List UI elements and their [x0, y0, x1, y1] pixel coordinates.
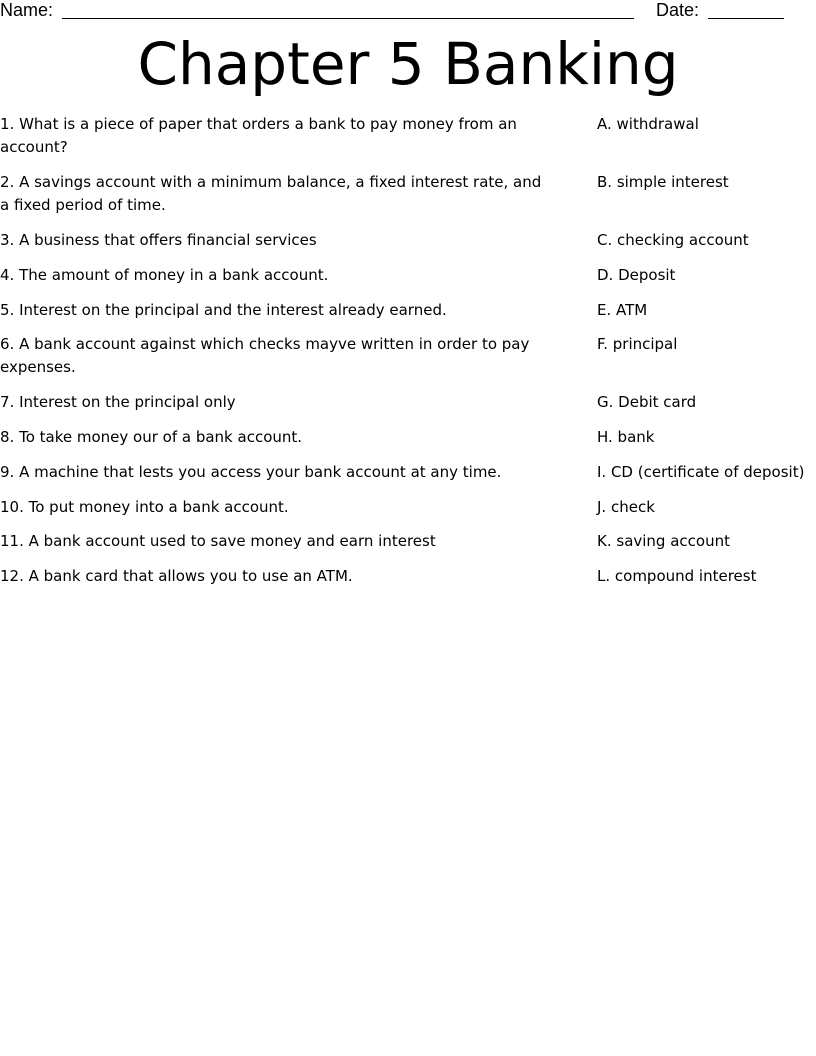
question-item: 9. A machine that lests you access your bank account at any time. [0, 463, 502, 481]
answer-item: I. CD (certificate of deposit) [597, 463, 805, 481]
question-item: 3. A business that offers financial services [0, 231, 317, 249]
answer-item: L. compound interest [597, 567, 757, 585]
answer-item: E. ATM [597, 301, 648, 319]
answer-item: A. withdrawal [597, 115, 699, 133]
question-item: 8. To take money our of a bank account. [0, 428, 303, 446]
answer-item: F. principal [597, 335, 678, 353]
answer-item: K. saving account [597, 532, 730, 550]
question-item: 1. What is a piece of paper that orders a bank to pay money from an account? [0, 115, 517, 156]
worksheet-header [0, 0, 816, 24]
question-item: 6. A bank account against which checks mayve written in order to pay expenses. [0, 335, 530, 376]
answer-item: J. check [597, 498, 655, 516]
answer-item: G. Debit card [597, 393, 697, 411]
date-label: Date: [656, 0, 700, 20]
question-item: 10. To put money into a bank account. [0, 498, 289, 516]
name-blank-line [62, 18, 634, 19]
question-item: 4. The amount of money in a bank account. [0, 266, 329, 284]
answer-item: H. bank [597, 428, 655, 446]
question-item: 12. A bank card that allows you to use an ATM. [0, 567, 353, 585]
question-item: 11. A bank account used to save money and earn interest [0, 532, 436, 550]
answer-item: C. checking account [597, 231, 749, 249]
answer-item: B. simple interest [597, 173, 729, 191]
date-blank-line [708, 18, 784, 19]
name-label: Name: [0, 0, 54, 20]
question-item: 5. Interest on the principal and the interest already earned. [0, 301, 447, 319]
page-title: Chapter 5 Banking [137, 30, 679, 98]
question-item: 7. Interest on the principal only [0, 393, 236, 411]
answer-item: D. Deposit [597, 266, 676, 284]
question-item: 2. A savings account with a minimum balance, a fixed interest rate, and a fixed period of time. [0, 173, 542, 214]
